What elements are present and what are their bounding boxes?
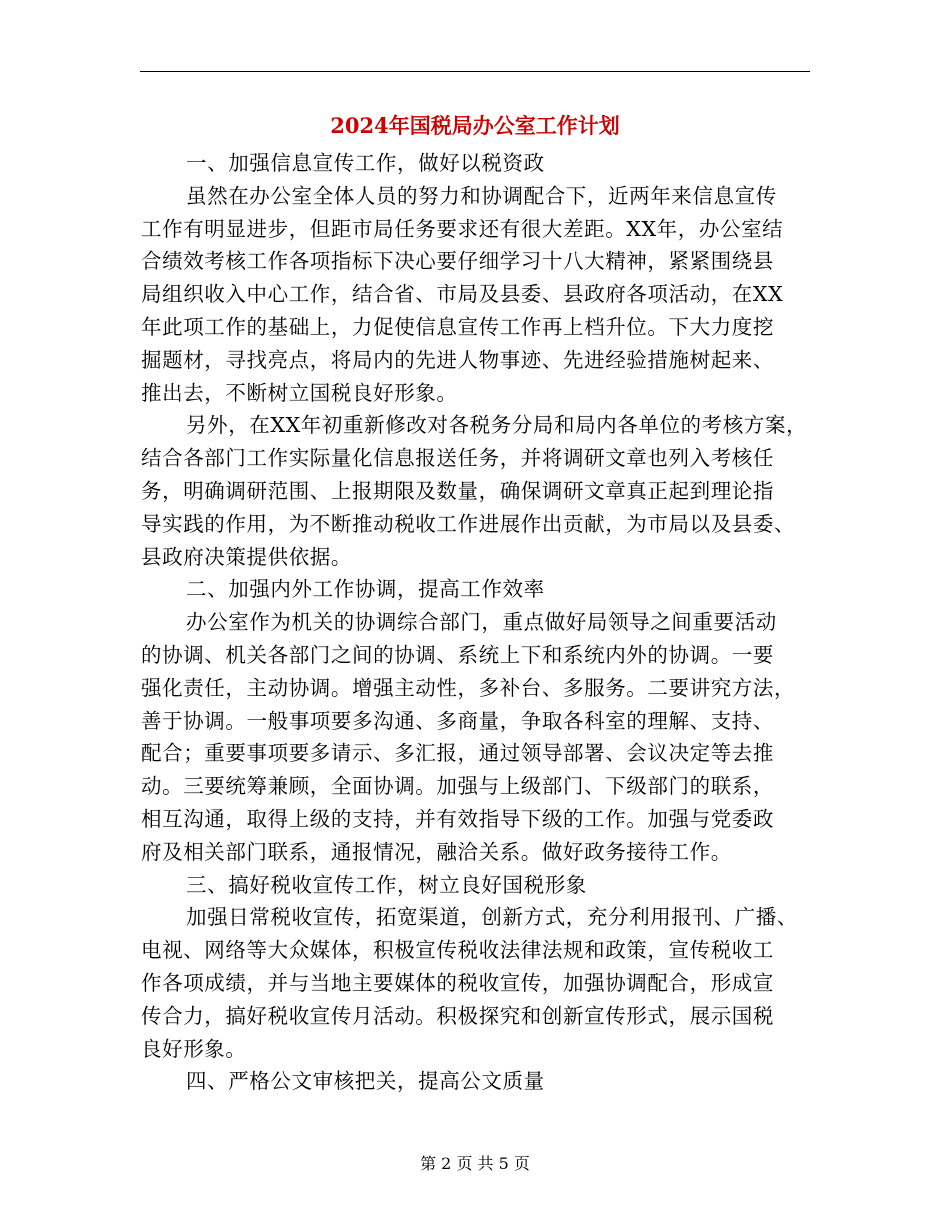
paragraph-line: 动。三要统筹兼顾，全面协调。加强与上级部门、下级部门的联系， [141,774,774,799]
paragraph-line: 另外，在XX年初重新修改对各税务分局和局内各单位的考核方案， [186,413,808,438]
paragraph-line: 善于协调。一般事项要多沟通、多商量，争取各科室的理解、支持、 [141,708,774,733]
section-heading-1: 一、加强信息宣传工作，做好以税资政 [186,151,545,175]
paragraph-line: 结合各部门工作实际量化信息报送任务，并将调研文章也列入考核任 [141,446,774,471]
paragraph-line: 办公室作为机关的协调综合部门，重点做好局领导之间重要活动 [186,610,777,635]
paragraph-line: 作各项成绩，并与当地主要媒体的税收宣传，加强协调配合，形成宣 [141,970,774,995]
paragraph-line: 导实践的作用，为不断推动税收工作进展作出贡献，为市局以及县委、 [141,511,796,536]
paragraph-line: 的协调、机关各部门之间的协调、系统上下和系统内外的协调。一要 [141,642,774,667]
paragraph-line: 推出去，不断树立国税良好形象。 [141,380,458,405]
paragraph-line: 强化责任，主动协调。增强主动性，多补台、多服务。二要讲究方法， [141,675,796,700]
paragraph-line: 电视、网络等大众媒体，积极宣传税收法律法规和政策，宣传税收工 [141,938,774,963]
document-body [141,147,813,1098]
header-rule [140,71,810,72]
paragraph-line: 合绩效考核工作各项指标下决心要仔细学习十八大精神，紧紧围绕县 [141,249,774,274]
paragraph-line: 加强日常税收宣传，拓宽渠道，创新方式，充分利用报刊、广播、 [186,905,798,930]
section-heading-3: 三、搞好税收宣传工作，树立良好国税形象 [186,872,587,897]
paragraph-line: 年此项工作的基础上，力促使信息宣传工作再上档升位。下大力度挖 [141,314,774,339]
paragraph-line: 县政府决策提供依据。 [141,544,352,569]
section-heading-4: 四、严格公文审核把关，提高公文质量 [186,1069,545,1094]
paragraph-line: 虽然在办公室全体人员的努力和协调配合下，近两年来信息宣传 [186,183,777,208]
paragraph-line: 配合；重要事项要多请示、多汇报，通过领导部署、会议决定等去推 [141,741,774,766]
document-title: 2024年国税局办公室工作计划 [330,113,620,138]
paragraph-line: 局组织收入中心工作，结合省、市局及县委、县政府各项活动，在XX [141,282,784,307]
paragraph-line: 府及相关部门联系，通报情况，融洽关系。做好政务接待工作。 [141,839,732,864]
paragraph-line: 良好形象。 [141,1036,247,1061]
paragraph-line: 掘题材，寻找亮点，将局内的先进人物事迹、先进经验措施树起来、 [141,347,774,372]
paragraph-line: 传合力，搞好税收宣传月活动。积极探究和创新宣传形式，展示国税 [141,1003,774,1028]
section-heading-2: 二、加强内外工作协调，提高工作效率 [186,577,545,602]
paragraph-line: 务，明确调研范围、上报期限及数量，确保调研文章真正起到理论指 [141,478,774,503]
paragraph-line: 相互沟通，取得上级的支持，并有效指导下级的工作。加强与党委政 [141,806,774,831]
paragraph-line: 工作有明显进步，但距市局任务要求还有很大差距。XX年，办公室结 [141,216,784,241]
page-number: 第 2 页 共 5 页 [420,1154,530,1173]
